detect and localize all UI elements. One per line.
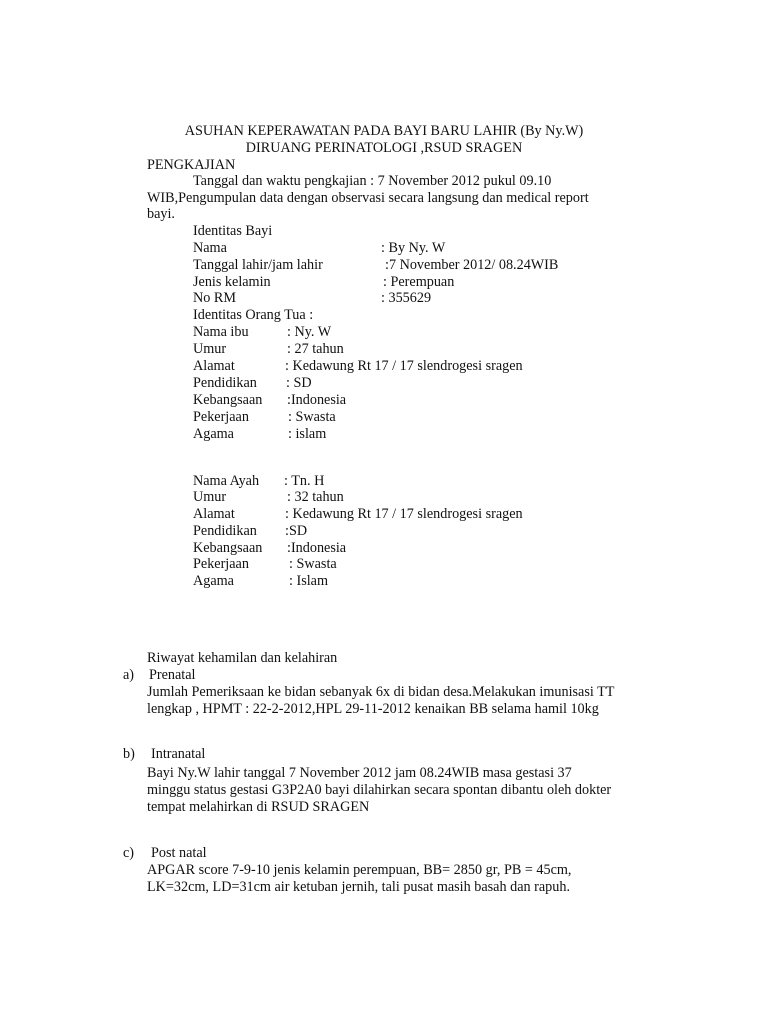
field-label: Agama (193, 426, 234, 442)
list-marker: c) (123, 845, 135, 861)
subsection-title: Prenatal (149, 667, 196, 683)
field-label: Umur (193, 341, 227, 357)
field-value: :7 November 2012/ 08.24WIB (385, 257, 559, 273)
paragraph-line: Jumlah Pemeriksaan ke bidan sebanyak 6x di bidan desa.Melakukan imunisasi TT (147, 684, 615, 700)
field-value: :SD (285, 523, 308, 539)
field-label: Jenis kelamin (193, 274, 271, 290)
riwayat-heading: Riwayat kehamilan dan kelahiran (147, 650, 338, 666)
list-marker: a) (123, 667, 135, 683)
document-title-line-2: DIRUANG PERINATOLOGI ,RSUD SRAGEN (245, 140, 523, 156)
field-label: Agama (193, 573, 234, 589)
paragraph-line: lengkap , HPMT : 22-2-2012,HPL 29-11-2012 kenaikan BB selama hamil 10kg (147, 701, 599, 717)
field-value: :Indonesia (287, 392, 347, 408)
field-label: Alamat (193, 506, 235, 522)
field-label: Nama (193, 240, 227, 256)
field-label: Pekerjaan (193, 556, 249, 572)
field-value: : 32 tahun (287, 489, 344, 505)
field-value: : SD (286, 375, 312, 391)
field-value: : By Ny. W (381, 240, 446, 256)
field-label: Pekerjaan (193, 409, 249, 425)
intro-line-3: bayi. (147, 206, 175, 222)
field-label: Kebangsaan (193, 392, 263, 408)
field-value: :Indonesia (287, 540, 347, 556)
paragraph-line: LK=32cm, LD=31cm air ketuban jernih, tali pusat masih basah dan rapuh. (147, 879, 570, 895)
paragraph-line: APGAR score 7-9-10 jenis kelamin perempuan, BB= 2850 gr, PB = 45cm, (147, 862, 572, 878)
section-heading: PENGKAJIAN (147, 157, 236, 173)
paragraph-line: Bayi Ny.W lahir tanggal 7 November 2012 jam 08.24WIB masa gestasi 37 (147, 765, 572, 781)
field-label: Tanggal lahir/jam lahir (193, 257, 323, 273)
field-value: : Kedawung Rt 17 / 17 slendrogesi sragen (285, 506, 523, 522)
identitas-bayi-heading: Identitas Bayi (193, 223, 273, 239)
field-value: : Ny. W (287, 324, 332, 340)
field-value: : 27 tahun (287, 341, 344, 357)
field-label: Pendidikan (193, 375, 257, 391)
field-value: : 355629 (381, 290, 432, 306)
document-title-line-1: ASUHAN KEPERAWATAN PADA BAYI BARU LAHIR (By Ny.W) (184, 123, 584, 139)
field-value: : islam (288, 426, 327, 442)
field-value: : Swasta (289, 556, 337, 572)
field-value: : Kedawung Rt 17 / 17 slendrogesi sragen (285, 358, 523, 374)
list-marker: b) (123, 746, 135, 762)
field-value: : Islam (289, 573, 329, 589)
paragraph-line: tempat melahirkan di RSUD SRAGEN (147, 799, 370, 815)
field-label: Umur (193, 489, 227, 505)
field-value: : Tn. H (284, 473, 325, 489)
identitas-orang-tua-heading: Identitas Orang Tua : (193, 307, 314, 323)
intro-line-2: WIB,Pengumpulan data dengan observasi secara langsung dan medical report (147, 190, 589, 206)
field-value: : Perempuan (383, 274, 455, 290)
field-value: : Swasta (288, 409, 336, 425)
paragraph-line: minggu status gestasi G3P2A0 bayi dilahirkan secara spontan dibantu oleh dokter (147, 782, 612, 798)
field-label: Nama Ayah (193, 473, 260, 489)
intro-line-1: Tanggal dan waktu pengkajian : 7 November 2012 pukul 09.10 (193, 173, 552, 189)
field-label: Kebangsaan (193, 540, 263, 556)
subsection-title: Intranatal (151, 746, 206, 762)
field-label: No RM (193, 290, 236, 306)
field-label: Alamat (193, 358, 235, 374)
field-label: Pendidikan (193, 523, 257, 539)
field-label: Nama ibu (193, 324, 249, 340)
subsection-title: Post natal (151, 845, 207, 861)
